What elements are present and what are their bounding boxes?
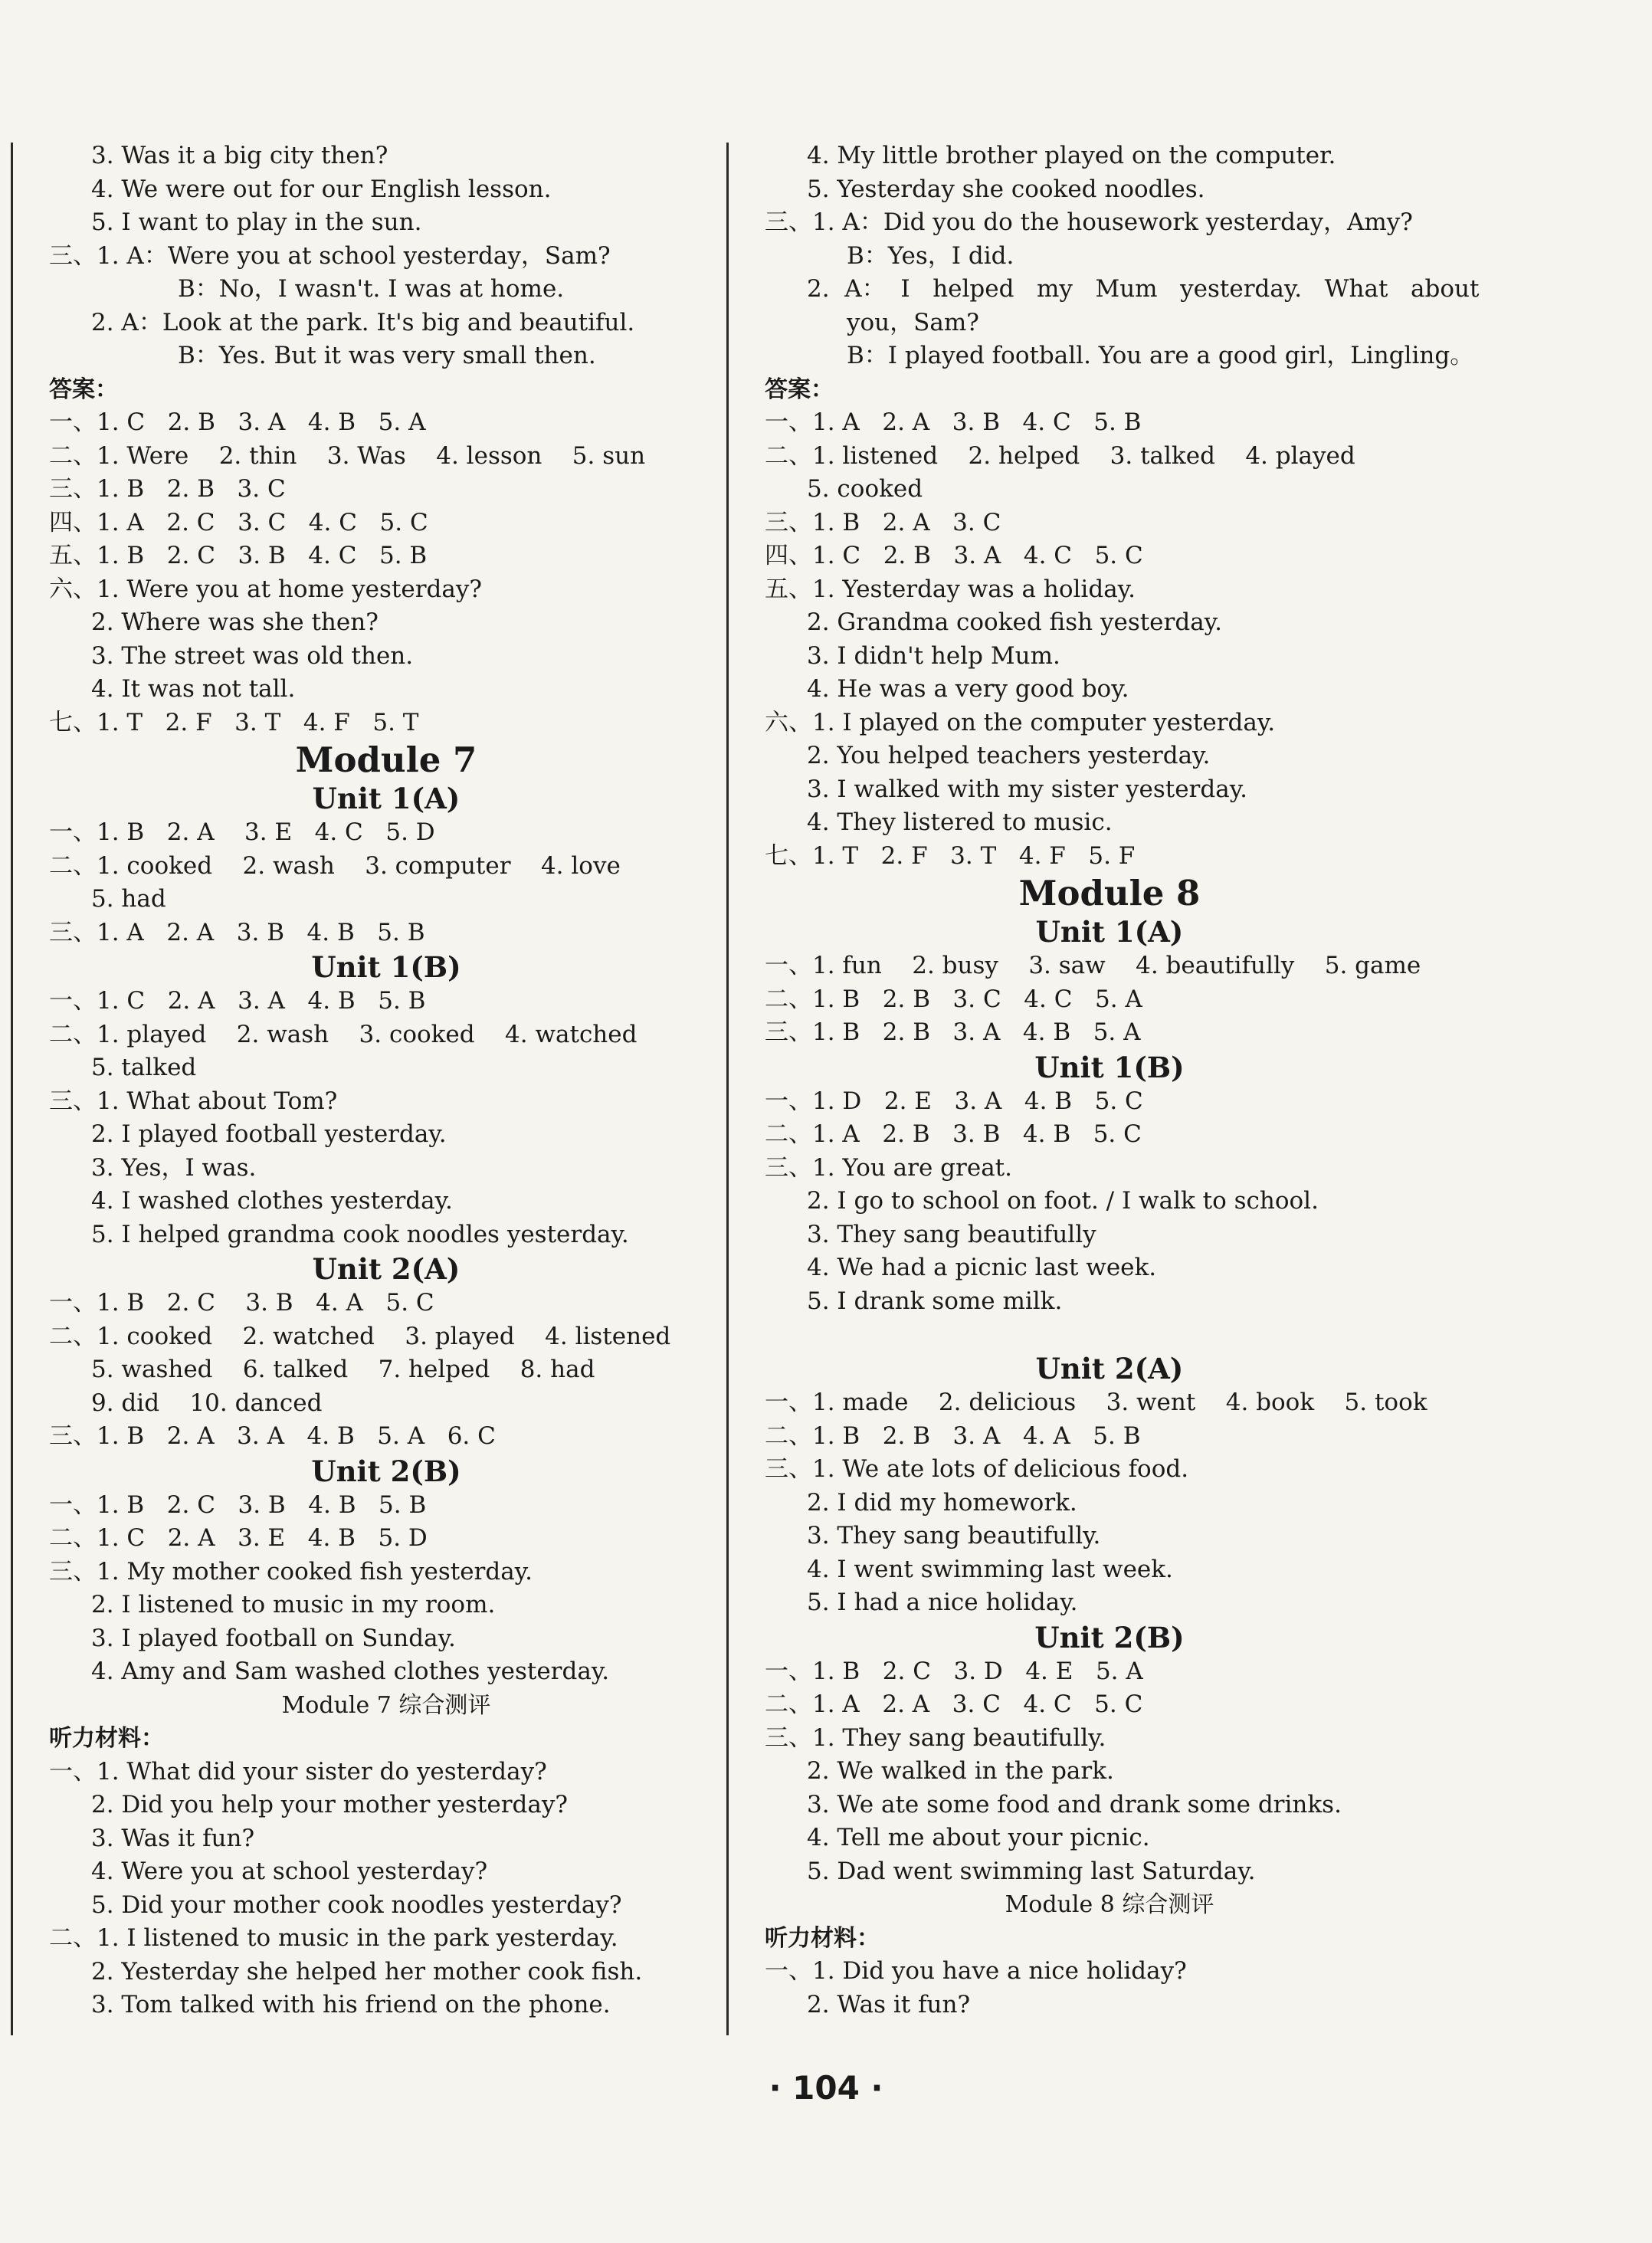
module-heading: Module 8 xyxy=(1018,873,1201,913)
text-line: 一、1. D 2. E 3. A 4. B 5. C xyxy=(765,1087,1143,1115)
text-line: 二、1. A 2. A 3. C 4. C 5. C xyxy=(765,1690,1143,1718)
text-line: 2. I go to school on foot. / I walk to school. xyxy=(807,1187,1319,1215)
text-line: 3. They sang beautifully xyxy=(807,1220,1096,1248)
text-line: 二、1. cooked 2. watched 3. played 4. listened xyxy=(49,1322,671,1350)
text-line: 三、1. B 2. B 3. A 4. B 5. A xyxy=(765,1018,1141,1046)
text-line: 一、1. made 2. delicious 3. went 4. book 5. took xyxy=(765,1389,1427,1416)
text-line: 三、1. A 2. A 3. B 4. B 5. B xyxy=(49,918,425,946)
text-line: 4. Amy and Sam washed clothes yesterday. xyxy=(91,1658,610,1685)
column-divider xyxy=(726,143,729,2035)
text-line: 二、1. Were 2. thin 3. Was 4. lesson 5. sun xyxy=(49,441,646,470)
text-line: 2. A：Look at the park. It's big and beautiful. xyxy=(91,308,635,336)
text-line: 3. Was it fun? xyxy=(91,1824,255,1852)
text-line: 5. talked xyxy=(91,1054,197,1081)
spacer xyxy=(765,1318,1454,1351)
text-line: 4. We were out for our English lesson. xyxy=(91,175,552,203)
text-line: 4. They listered to music. xyxy=(807,808,1113,836)
text-line: 4. I washed clothes yesterday. xyxy=(91,1187,453,1215)
text-line: 3. The street was old then. xyxy=(91,641,414,670)
module-heading: Module 7 xyxy=(295,739,477,780)
text-line: 3. Yes，I was. xyxy=(91,1153,257,1182)
text-line: 二、1. C 2. A 3. E 4. B 5. D xyxy=(49,1524,428,1552)
text-line: 5. Dad went swimming last Saturday. xyxy=(807,1857,1256,1885)
text-line: B：Yes，I did. xyxy=(847,241,1014,270)
text-line: 三、1. What about Tom? xyxy=(49,1087,338,1115)
text-line: 三、1. A：Were you at school yesterday，Sam? xyxy=(49,241,611,270)
text-line: 三、1. They sang beautifully. xyxy=(765,1723,1106,1752)
text-line: 七、1. T 2. F 3. T 4. F 5. T xyxy=(49,708,419,736)
text-line: B：Yes. But it was very small then. xyxy=(178,342,596,369)
text-line: 5. had xyxy=(91,885,166,913)
text-line: 2. A： I helped my Mum yesterday. What about xyxy=(807,275,1480,303)
unit-heading: Unit 1(A) xyxy=(312,782,461,815)
text-line: 4. He was a very good boy. xyxy=(807,675,1129,703)
left-column xyxy=(49,139,723,2022)
unit-heading: Unit 2(A) xyxy=(1035,1352,1184,1385)
text-line: 三、1. A：Did you do the housework yesterday，Amy? xyxy=(765,208,1413,236)
text-line: 2. I played football yesterday. xyxy=(91,1120,447,1148)
text-line: 一、1. B 2. A 3. E 4. C 5. D xyxy=(49,818,435,846)
unit-heading: Unit 2(B) xyxy=(311,1454,461,1488)
text-line: 四、1. C 2. B 3. A 4. C 5. C xyxy=(765,542,1143,569)
text-line: 4. Tell me about your picnic. xyxy=(807,1824,1150,1851)
section-label: 答案： xyxy=(765,375,834,403)
evaluation-heading: Module 7 综合测评 xyxy=(281,1691,491,1719)
right-column xyxy=(765,139,1480,2022)
text-line: 3. They sang beautifully. xyxy=(807,1522,1101,1549)
text-line: 4. My little brother played on the computer. xyxy=(807,142,1336,169)
text-line: 2. We walked in the park. xyxy=(807,1757,1114,1785)
text-line: 5. I had a nice holiday. xyxy=(807,1589,1078,1616)
text-line: 六、1. I played on the computer yesterday. xyxy=(765,708,1276,736)
text-line: 2. I listened to music in my room. xyxy=(91,1591,496,1618)
text-line: 一、1. B 2. C 3. B 4. A 5. C xyxy=(49,1289,434,1317)
text-line: 三、1. B 2. A 3. C xyxy=(765,508,1001,536)
evaluation-heading: Module 8 综合测评 xyxy=(1005,1891,1214,1918)
text-line: 七、1. T 2. F 3. T 4. F 5. F xyxy=(765,841,1136,870)
text-line: 4. We had a picnic last week. xyxy=(807,1254,1157,1281)
text-line: 三、1. B 2. B 3. C xyxy=(49,475,286,503)
text-line: 2. Did you help your mother yesterday? xyxy=(91,1791,568,1818)
unit-heading: Unit 1(B) xyxy=(311,950,461,984)
text-line: 四、1. A 2. C 3. C 4. C 5. C xyxy=(49,508,428,536)
unit-heading: Unit 2(B) xyxy=(1034,1620,1185,1654)
text-line: 2. You helped teachers yesterday. xyxy=(807,742,1211,769)
text-line: 4. I went swimming last week. xyxy=(807,1555,1173,1583)
page-number: · 104 · xyxy=(769,2069,883,2107)
text-line: 3. We ate some food and drank some drinks. xyxy=(807,1790,1342,1818)
text-line: 二、1. B 2. B 3. C 4. C 5. A xyxy=(765,985,1142,1013)
text-line: 二、1. I listened to music in the park yesterday. xyxy=(49,1924,618,1952)
text-line: 一、1. Did you have a nice holiday? xyxy=(765,1957,1187,1985)
text-line: you，Sam? xyxy=(847,308,979,336)
text-line: 5. washed 6. talked 7. helped 8. had xyxy=(91,1356,595,1383)
text-line: 2. Where was she then? xyxy=(91,608,379,636)
section-label: 听力材料： xyxy=(49,1725,164,1752)
text-line: 一、1. A 2. A 3. B 4. C 5. B xyxy=(765,408,1142,436)
text-line: 9. did 10. danced xyxy=(91,1389,323,1417)
text-line: 5. Yesterday she cooked noodles. xyxy=(807,175,1205,203)
text-line: 3. I walked with my sister yesterday. xyxy=(807,775,1247,803)
text-line: 一、1. fun 2. busy 3. saw 4. beautifully 5. game xyxy=(765,952,1421,979)
unit-heading: Unit 2(A) xyxy=(312,1252,461,1286)
unit-heading: Unit 1(A) xyxy=(1035,915,1184,949)
text-line: 三、1. You are great. xyxy=(765,1153,1012,1182)
text-line: 一、1. C 2. B 3. A 4. B 5. A xyxy=(49,408,426,436)
text-line: 五、1. B 2. C 3. B 4. C 5. B xyxy=(49,542,428,569)
text-line: 三、1. B 2. A 3. A 4. B 5. A 6. C xyxy=(49,1422,496,1450)
text-line: 5. I want to play in the sun. xyxy=(91,208,422,236)
text-line: B：I played football. You are a good girl，Lingling。 xyxy=(847,342,1474,369)
text-line: 5. I helped grandma cook noodles yesterday. xyxy=(91,1220,629,1248)
text-line: 三、1. We ate lots of delicious food. xyxy=(765,1455,1189,1483)
text-line: 三、1. My mother cooked fish yesterday. xyxy=(49,1557,533,1586)
text-line: 二、1. listened 2. helped 3. talked 4. played xyxy=(765,441,1355,470)
text-line: 5. Did your mother cook noodles yesterday? xyxy=(91,1890,622,1919)
text-line: 3. I played football on Sunday. xyxy=(91,1624,456,1652)
text-line: 六、1. Were you at home yesterday? xyxy=(49,575,482,603)
text-line: 2. Was it fun? xyxy=(807,1990,971,2018)
text-line: 五、1. Yesterday was a holiday. xyxy=(765,575,1136,603)
text-line: 4. Were you at school yesterday? xyxy=(91,1858,488,1885)
section-label: 答案： xyxy=(49,375,118,403)
text-line: 2. I did my homework. xyxy=(807,1488,1077,1517)
text-line: 一、1. B 2. C 3. D 4. E 5. A xyxy=(765,1657,1143,1685)
text-line: 一、1. C 2. A 3. A 4. B 5. B xyxy=(49,987,426,1015)
section-label: 听力材料： xyxy=(765,1924,880,1952)
text-line: 二、1. played 2. wash 3. cooked 4. watched xyxy=(49,1020,638,1048)
text-line: 3. Was it a big city then? xyxy=(91,142,388,169)
text-line: 2. Grandma cooked fish yesterday. xyxy=(807,608,1222,636)
text-line: B：No，I wasn't. I was at home. xyxy=(178,275,565,303)
left-margin-rule xyxy=(11,143,13,2035)
text-line: 4. It was not tall. xyxy=(91,675,296,703)
text-line: 5. cooked xyxy=(807,475,923,503)
text-line: 二、1. A 2. B 3. B 4. B 5. C xyxy=(765,1120,1142,1148)
text-line: 二、1. B 2. B 3. A 4. A 5. B xyxy=(765,1422,1141,1450)
text-line: 二、1. cooked 2. wash 3. computer 4. love xyxy=(49,851,621,880)
unit-heading: Unit 1(B) xyxy=(1034,1050,1185,1084)
text-line: 5. I drank some milk. xyxy=(807,1287,1063,1315)
text-line: 一、1. What did your sister do yesterday? xyxy=(49,1757,547,1786)
text-line: 2. Yesterday she helped her mother cook fish. xyxy=(91,1957,643,1986)
text-line: 一、1. B 2. C 3. B 4. B 5. B xyxy=(49,1490,427,1519)
text-line: 3. Tom talked with his friend on the phone. xyxy=(91,1991,611,2018)
text-line: 3. I didn't help Mum. xyxy=(807,641,1060,670)
